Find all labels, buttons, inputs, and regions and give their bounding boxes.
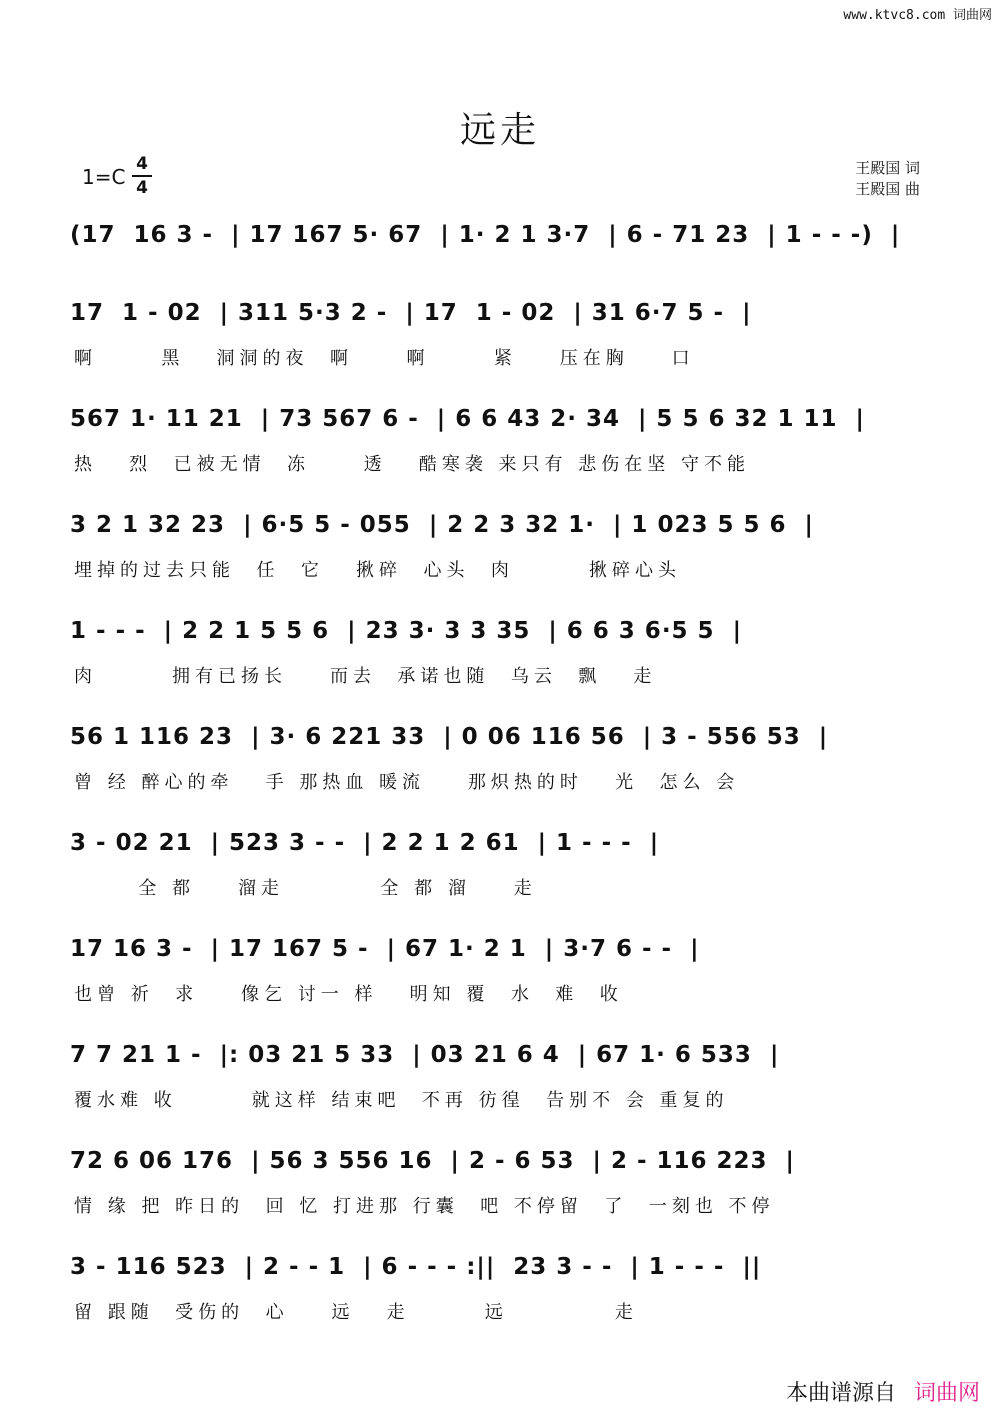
- score-system-6: [70, 724, 930, 804]
- song-title: 远走: [459, 110, 540, 151]
- score-system-9: [70, 1042, 930, 1122]
- lyric-line: 情 缘 把 昨日的 回 忆 打进那 行囊 吧 不停留 了 一刻也 不停: [74, 1196, 775, 1217]
- score-system-7: [70, 830, 930, 910]
- meter-bottom: 4: [136, 178, 148, 198]
- lyric-line: 也曾 祈 求 像乞 讨一 样 明知 覆 水 难 收: [74, 984, 623, 1005]
- notation-line: 72 6 06 176 | 56 3 556 16 | 2 - 6 53 | 2 - 116 223 |: [70, 1148, 795, 1174]
- notation-line: 17 1 - 02 | 311 5·3 2 - | 17 1 - 02 | 31 6·7 5 - |: [70, 300, 752, 326]
- notation-line: 1 - - - | 2 2 1 5 5 6 | 23 3· 3 3 35 | 6 6 3 6·5 5 |: [70, 618, 742, 644]
- score-system-4: [70, 512, 930, 592]
- lyricist-credit: 王殿国 词: [855, 159, 920, 177]
- notation-line: (17 16 3 - | 17 167 5· 67 | 1· 2 1 3·7 | 6 - 71 23 | 1 - - -) |: [70, 222, 901, 248]
- score-system-5: [70, 618, 930, 698]
- notation-line: 7 7 21 1 - |: 03 21 5 33 | 03 21 6 4 | 67 1· 6 533 |: [70, 1042, 780, 1068]
- notation-line: 56 1 116 23 | 3· 6 221 33 | 0 06 116 56 | 3 - 556 53 |: [70, 724, 829, 750]
- lyric-line: 留 跟随 受伤的 心 远 走 远 走: [74, 1302, 638, 1323]
- footer-brand[interactable]: 词曲网: [913, 1381, 980, 1406]
- score-system-10: [70, 1148, 930, 1228]
- time-signature: [132, 154, 152, 198]
- notation-line: 17 16 3 - | 17 167 5 - | 67 1· 2 1 | 3·7 6 - - |: [70, 936, 700, 962]
- footer-source-text: 本曲谱源自: [785, 1381, 896, 1406]
- composer-credit: 王殿国 曲: [855, 180, 920, 198]
- score-system-1: [70, 222, 930, 302]
- lyric-line: 覆水难 收 就这样 结束吧 不再 彷徨 告别不 会 重复的: [74, 1090, 729, 1111]
- score-system-3: [70, 406, 930, 486]
- score-system-2: [70, 300, 930, 380]
- lyric-line: 热 烈 已被无情 冻 透 酷寒袭 来只有 悲伤在坚 守不能: [74, 454, 750, 475]
- notation-line: 3 - 116 523 | 2 - - 1 | 6 - - - :|| 23 3 - - | 1 - - - ||: [70, 1254, 762, 1280]
- notation-line: 3 2 1 32 23 | 6·5 5 - 055 | 2 2 3 32 1· | 1 023 5 5 6 |: [70, 512, 814, 538]
- lyric-line: 埋掉的过去只能 任 它 揪碎 心头 肉 揪碎心头: [74, 560, 681, 581]
- site-watermark: www.ktvc8.com 词曲网: [843, 8, 992, 23]
- notation-line: 3 - 02 21 | 523 3 - - | 2 2 1 2 61 | 1 - - - |: [70, 830, 660, 856]
- meter-bar: [132, 175, 152, 177]
- lyric-line: 肉 拥有已扬长 而去 承诺也随 乌云 飘 走: [74, 666, 657, 687]
- score-system-8: [70, 936, 930, 1016]
- score-system-11: [70, 1254, 930, 1334]
- meter-top: 4: [136, 154, 148, 174]
- lyric-line: 曾 经 醉心的牵 手 那热血 暖流 那炽热的时 光 怎么 会: [74, 772, 740, 793]
- notation-line: 567 1· 11 21 | 73 567 6 - | 6 6 43 2· 34 | 5 5 6 32 1 11 |: [70, 406, 865, 432]
- key-signature: 1=C: [82, 165, 126, 189]
- lyric-line: 啊 黑 洞洞的夜 啊 啊 紧 压在胸 口: [74, 348, 695, 369]
- source-footer: [786, 1376, 980, 1407]
- lyric-line: 全 都 溜走 全 都 溜 走: [74, 878, 537, 899]
- credits: [855, 158, 920, 200]
